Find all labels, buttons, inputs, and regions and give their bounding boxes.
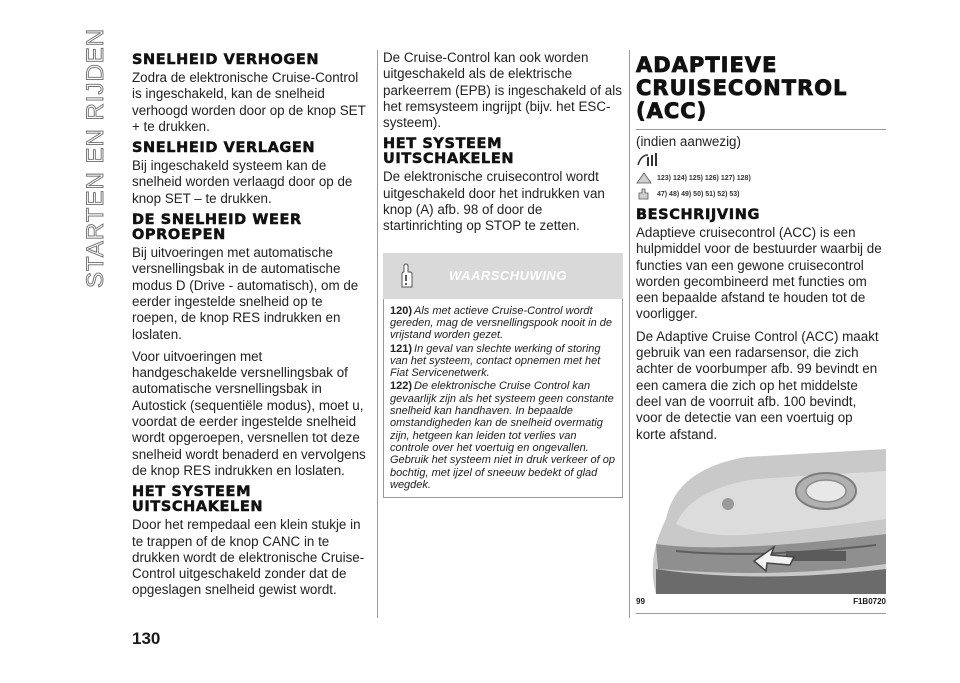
section-title: BESCHRIJVING [636,207,760,223]
figure-code: F1B0720 [853,596,886,606]
reference-row [636,188,886,200]
car-front-illustration [636,449,886,594]
caution-references: 47) 48) 49) 50) 51) 52) 53) [657,190,740,198]
availability-note: (indien aanwezig) [636,134,741,149]
section-title: SNELHEID VERLAGEN [132,140,316,157]
warning-item [390,343,616,380]
chapter-heading: ADAPTIEVE CRUISECONTROL (ACC) [636,54,886,130]
paragraph: Bij ingeschakeld systeem kan de snelheid worden verlaagd door op de knop SET – te drukken. [132,158,353,206]
paragraph: De Adaptive Cruise Control (ACC) maakt gebruik van een radarsensor, die zich achter de voorbumper afb. 99 bevindt en een camera die zich op het middelste deel van de voorruit afb. 100 bevindt, voor de detectie van een voertuig op korte afstand. [636,328,879,442]
reference-row [636,172,886,184]
acc-symbol-icon [636,152,660,168]
warning-text: In geval van slechte werking of storing van het systeem, contact opnemen met het Fiat Servicenetwerk. [390,342,601,380]
warning-item [390,380,616,491]
column-1 [132,50,370,605]
column-3 [636,50,886,619]
paragraph: Adaptieve cruisecontrol (ACC) is een hulpmiddel voor de bestuurder waarbij de functies van een gewone cruisecontrol worden gecombineerd met functies om een bepaalde afstand te houden tot de voorligger. [636,225,882,322]
section-title: HET SYSTEEM UITSCHAKELEN [383,136,515,168]
paragraph: De elektronische cruisecontrol wordt uitgeschakeld door het indrukken van knop (A) afb. 98 of door de startinrichting op STOP te zetten. [383,169,605,234]
figure-rule [636,613,886,614]
warning-number: 121) [390,342,413,355]
column-2 [383,50,623,498]
section-title: SNELHEID VERHOGEN [132,52,320,68]
paragraph: Voor uitvoeringen met handgeschakelde versnellingsbak of automatische versnellingsbak in Autostick (sequentiële modus), moet u, voordat de eerder ingestelde snelheid wordt opgeroepen, versnellen tot deze snelheid wordt benaderd en vervolgens de knop RES indrukken en loslaten. [132,348,366,478]
warning-item [390,305,616,342]
paragraph: Door het rempedaal een klein stukje in te trappen of de knop CANC in te drukken wordt de elektronische Cruise-Control uitgeschakeld zonder dat de opgeslagen snelheid gewist wordt. [132,517,365,598]
warning-header [383,253,623,299]
column-divider [629,50,630,618]
warning-box [383,299,623,498]
figure-car-front-radar [636,449,886,619]
paragraph: Bij uitvoeringen met automatische versnellingsbak in de automatische modus D (Drive - automatisch), om de eerder ingestelde snelheid op te roepen, de knop RES indrukken en loslaten. [132,245,359,342]
warning-text: De elektronische Cruise Control kan gevaarlijk zijn als het systeem geen constante snelheid kan handhaven. In bepaalde omstandigheden kan de snelheid overmatig zijn, hetgeen kan leiden tot verlies van controle over het voertuig en ongevallen. Gebruik het systeem niet in druk verkeer of op bochtig, met ijzel of sneeuw bedekt of glad wegdek. [390,380,615,491]
warning-hand-icon [395,263,417,289]
warning-title: WAARSCHUWING [449,267,567,283]
figure-number: 99 [636,596,645,606]
chapter-title: STARTEN EN RIJDEN [82,27,109,288]
warning-triangle-icon [636,172,652,184]
warning-references: 123) 124) 125) 126) 127) 128) [657,174,751,182]
warning-number: 122) [390,380,413,393]
column-divider [377,50,378,618]
section-title: DE SNELHEID WEER OPROEPEN [132,212,302,244]
section-title: HET SYSTEEM UITSCHAKELEN [132,484,264,516]
caution-hand-icon [636,188,652,200]
warning-number: 120) [390,304,413,317]
paragraph: Zodra de elektronische Cruise-Control is ingeschakeld, kan de snelheid verhoogd worden door op de knop SET + te drukken. [132,70,366,134]
page-number: 130 [132,629,161,648]
warning-text: Als met actieve Cruise-Control wordt gereden, mag de versnellingspook nooit in de vrijstand worden gezet. [390,304,612,342]
paragraph: De Cruise-Control kan ook worden uitgeschakeld als de elektrische parkeerrem (EPB) is ingeschakeld of als het remsysteem ingrijpt (bijv. het ESC-systeem). [383,50,622,131]
